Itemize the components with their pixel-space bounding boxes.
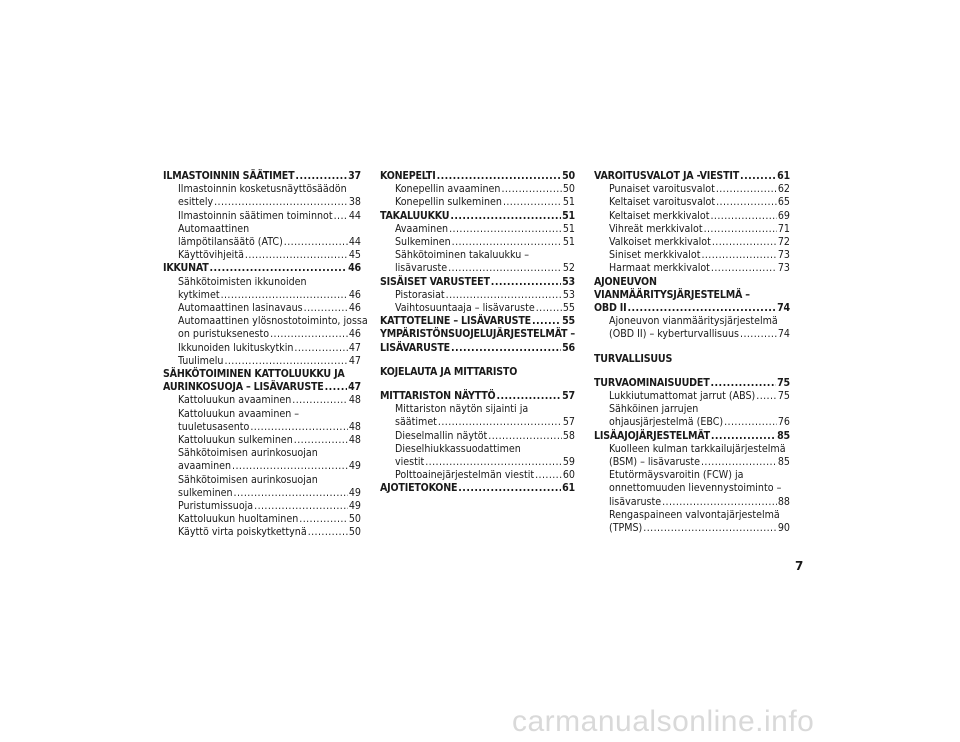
toc-entry-valkoiset[interactable]: Valkoiset merkkivalot ..... 72 <box>594 236 790 249</box>
toc-entry-vihreat[interactable]: Vihreät merkkivalot ..... 71 <box>594 223 790 236</box>
toc-entry-lukituskytkin[interactable]: Ikkunoiden lukituskytkin ..... 47 <box>163 342 361 355</box>
toc-entry-ikkunoiden-kytkimet[interactable]: Sähkötoimisten ikkunoiden kytkimet ..... 46 <box>163 276 361 302</box>
toc-heading-kattoteline[interactable]: KATTOTELINE – LISÄVARUSTE ..... 55 <box>380 315 575 328</box>
toc-entry-dieselhiukkassuodatin[interactable]: Dieselhiukkassuodattimen viestit ..... 59 <box>380 443 575 469</box>
section-title-kojelauta: KOJELAUTA JA MITTARISTO <box>380 365 518 378</box>
toc-entry-kyberturvallisuus[interactable]: Ajoneuvon vianmääritysjärjestelmä (OBD II) – kyberturvallisuus ..... 74 <box>594 315 790 341</box>
toc-entry-aurinkosuojan-sulkeminen[interactable]: Sähkötoimisen aurinkosuojan sulkeminen ..... 49 <box>163 474 361 500</box>
toc-column-1 <box>163 170 368 540</box>
toc-heading-obd[interactable]: AJONEUVON VIANMÄÄRITYSJÄRJESTELMÄ – OBD II ..... 74 <box>594 276 790 316</box>
toc-entry-keltaiset-merkkivalot[interactable]: Keltaiset merkkivalot ..... 69 <box>594 210 790 223</box>
toc-entry-vaihtosuuntaaja[interactable]: Vaihtosuuntaaja – lisävaruste ..... 55 <box>380 302 575 315</box>
toc-entry-ylosnosto[interactable]: Automaattinen ylösnostotoiminto, jossa on puristuksenesto ..... 46 <box>163 315 361 341</box>
toc-heading-ilmastointi[interactable]: ILMASTOINNIN SÄÄTIMET ..... 37 <box>163 170 361 183</box>
toc-entry-konepellin-sulkeminen[interactable]: Konepellin sulkeminen ..... 51 <box>380 196 575 209</box>
toc-heading-sisaiset-varusteet[interactable]: SISÄISET VARUSTEET ..... 53 <box>380 276 575 289</box>
toc-heading-ajotietokone[interactable]: AJOTIETOKONE ..... 61 <box>380 482 575 495</box>
toc-entry-tuulimelu[interactable]: Tuulimelu ..... 47 <box>163 355 361 368</box>
toc-entry-kosketusnaytto[interactable]: Ilmastoinnin kosketusnäyttösäädön esittely ..... 38 <box>163 183 361 209</box>
toc-entry-fcw[interactable]: Etutörmäysvaroitin (FCW) ja onnettomuuden lievennystoiminto – lisävaruste ..... 88 <box>594 469 790 509</box>
toc-entry-huoltaminen[interactable]: Kattoluukun huoltaminen ..... 50 <box>163 513 361 526</box>
watermark: carmanualsonline.info <box>512 705 815 738</box>
toc-entry-naytton-sijainti[interactable]: Mittariston näytön sijainti ja säätimet ..... 57 <box>380 403 575 429</box>
toc-heading-mittariston-naytto[interactable]: MITTARISTON NÄYTTÖ ..... 57 <box>380 390 575 403</box>
toc-entry-avaaminen[interactable]: Avaaminen ..... 51 <box>380 223 575 236</box>
toc-heading-takaluukku[interactable]: TAKALUUKKU ..... 51 <box>380 210 575 223</box>
section-title-turvallisuus: TURVALLISUUS <box>594 352 673 365</box>
toc-entry-lasinavaus[interactable]: Automaattinen lasinavaus ..... 46 <box>163 302 361 315</box>
toc-column-3 <box>594 170 790 535</box>
toc-heading-konepelti[interactable]: KONEPELTI ..... 50 <box>380 170 575 183</box>
toc-entry-punaiset[interactable]: Punaiset varoitusvalot ..... 62 <box>594 183 790 196</box>
toc-heading-kattoluukku[interactable]: SÄHKÖTOIMINEN KATTOLUUKKU JA AURINKOSUOJA – LISÄVARUSTE ..... 47 <box>163 368 361 394</box>
page-number: 7 <box>795 559 804 573</box>
toc-entry-kattoluukun-avaaminen[interactable]: Kattoluukun avaaminen ..... 48 <box>163 394 361 407</box>
toc-heading-ymparistonsuojelu[interactable]: YMPÄRISTÖNSUOJELUJÄRJESTELMÄT – LISÄVARUSTE ..... 56 <box>380 328 575 354</box>
toc-entry-dieselmallin-naytot[interactable]: Dieselmallin näytöt ..... 58 <box>380 430 575 443</box>
toc-entry-harmaat[interactable]: Harmaat merkkivalot ..... 73 <box>594 262 790 275</box>
toc-entry-tuuletusasento[interactable]: Kattoluukun avaaminen – tuuletusasento ..... 48 <box>163 408 361 434</box>
toc-entry-atc[interactable]: Automaattinen lämpötilansäätö (ATC) ..... 44 <box>163 223 361 249</box>
toc-entry-abs[interactable]: Lukkiutumattomat jarrut (ABS) ..... 75 <box>594 390 790 403</box>
toc-entry-tpms[interactable]: Rengaspaineen valvontajärjestelmä (TPMS) ..... 90 <box>594 509 790 535</box>
toc-entry-virta-poiskytkettyna[interactable]: Käyttö virta poiskytkettynä ..... 50 <box>163 526 361 539</box>
toc-entry-sulkeminen[interactable]: Sulkeminen ..... 51 <box>380 236 575 249</box>
toc-entry-puristumissuoja[interactable]: Puristumissuoja ..... 49 <box>163 500 361 513</box>
toc-entry-pistorasiat[interactable]: Pistorasiat ..... 53 <box>380 289 575 302</box>
toc-entry-sahkotoiminen-takaluukku[interactable]: Sähkötoiminen takaluukku – lisävaruste ..... 52 <box>380 249 575 275</box>
toc-heading-turvaominaisuudet[interactable]: TURVAOMINAISUUDET ..... 75 <box>594 377 790 390</box>
toc-entry-kayttovihjeita[interactable]: Käyttövihjeitä ..... 45 <box>163 249 361 262</box>
toc-heading-varoitusvalot[interactable]: VAROITUSVALOT JA -VIESTIT ..... 61 <box>594 170 790 183</box>
toc-entry-keltaiset-varoitusvalot[interactable]: Keltaiset varoitusvalot ..... 65 <box>594 196 790 209</box>
toc-entry-aurinkosuojan-avaaminen[interactable]: Sähkötoimisen aurinkosuojan avaaminen ..... 49 <box>163 447 361 473</box>
toc-entry-polttoainejarjestelma[interactable]: Polttoainejärjestelmän viestit ..... 60 <box>380 469 575 482</box>
toc-entry-kattoluukun-sulkeminen[interactable]: Kattoluukun sulkeminen ..... 48 <box>163 434 361 447</box>
toc-entry-siniset[interactable]: Siniset merkkivalot ..... 73 <box>594 249 790 262</box>
toc-column-2 <box>380 170 575 496</box>
toc-entry-konepellin-avaaminen[interactable]: Konepellin avaaminen ..... 50 <box>380 183 575 196</box>
toc-entry-saatimen-toiminnot[interactable]: Ilmastoinnin säätimen toiminnot ..... 44 <box>163 210 361 223</box>
toc-entry-bsm[interactable]: Kuolleen kulman tarkkailujärjestelmä (BSM) – lisävaruste ..... 85 <box>594 443 790 469</box>
toc-heading-lisaajojarjestelmat[interactable]: LISÄAJOJÄRJESTELMÄT ..... 85 <box>594 430 790 443</box>
toc-heading-ikkunat[interactable]: IKKUNAT ..... 46 <box>163 262 361 275</box>
toc-entry-ebc[interactable]: Sähköinen jarrujen ohjausjärjestelmä (EBC) ..... 76 <box>594 403 790 429</box>
